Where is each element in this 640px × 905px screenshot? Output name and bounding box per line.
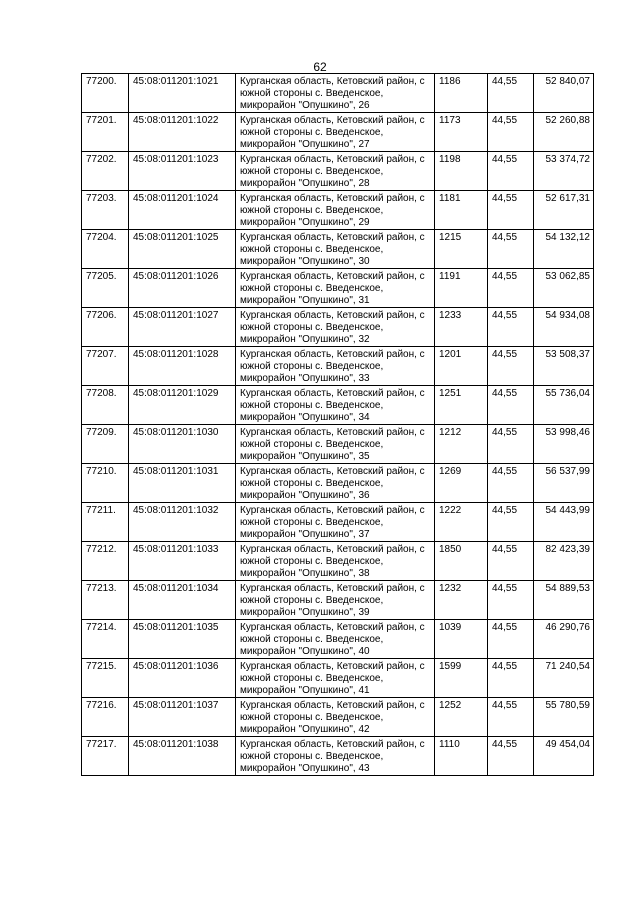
cadastral-number-cell: 45:08:011201:1031 xyxy=(129,464,236,503)
address-cell: Курганская область, Кетовский район, с южной стороны с. Введенское, микрорайон "Опушкино", 30 xyxy=(236,230,435,269)
row-number-cell: 77212. xyxy=(82,542,129,581)
row-number-cell: 77202. xyxy=(82,152,129,191)
cost-cell: 52 260,88 xyxy=(534,113,594,152)
row-number-cell: 77200. xyxy=(82,74,129,113)
address-cell: Курганская область, Кетовский район, с южной стороны с. Введенское, микрорайон "Опушкино", 29 xyxy=(236,191,435,230)
table-row xyxy=(82,542,594,581)
cadastral-number-cell: 45:08:011201:1022 xyxy=(129,113,236,152)
address-cell: Курганская область, Кетовский район, с южной стороны с. Введенское, микрорайон "Опушкино", 31 xyxy=(236,269,435,308)
table-row xyxy=(82,620,594,659)
cost-cell: 53 508,37 xyxy=(534,347,594,386)
table-row xyxy=(82,308,594,347)
rate-cell: 44,55 xyxy=(488,581,534,620)
rate-cell: 44,55 xyxy=(488,737,534,776)
cost-cell: 82 423,39 xyxy=(534,542,594,581)
table-row xyxy=(82,464,594,503)
rate-cell: 44,55 xyxy=(488,386,534,425)
row-number-cell: 77209. xyxy=(82,425,129,464)
rate-cell: 44,55 xyxy=(488,191,534,230)
cadastral-number-cell: 45:08:011201:1033 xyxy=(129,542,236,581)
rate-cell: 44,55 xyxy=(488,659,534,698)
row-number-cell: 77211. xyxy=(82,503,129,542)
row-number-cell: 77216. xyxy=(82,698,129,737)
address-cell: Курганская область, Кетовский район, с южной стороны с. Введенское, микрорайон "Опушкино", 40 xyxy=(236,620,435,659)
address-cell: Курганская область, Кетовский район, с южной стороны с. Введенское, микрорайон "Опушкино", 41 xyxy=(236,659,435,698)
rate-cell: 44,55 xyxy=(488,425,534,464)
table-row xyxy=(82,581,594,620)
area-cell: 1186 xyxy=(435,74,488,113)
address-cell: Курганская область, Кетовский район, с южной стороны с. Введенское, микрорайон "Опушкино", 35 xyxy=(236,425,435,464)
cadastral-number-cell: 45:08:011201:1030 xyxy=(129,425,236,464)
area-cell: 1222 xyxy=(435,503,488,542)
table-row xyxy=(82,503,594,542)
address-cell: Курганская область, Кетовский район, с южной стороны с. Введенское, микрорайон "Опушкино", 32 xyxy=(236,308,435,347)
area-cell: 1215 xyxy=(435,230,488,269)
cadastral-number-cell: 45:08:011201:1024 xyxy=(129,191,236,230)
table-row xyxy=(82,698,594,737)
cost-cell: 54 934,08 xyxy=(534,308,594,347)
rate-cell: 44,55 xyxy=(488,74,534,113)
cadastral-number-cell: 45:08:011201:1025 xyxy=(129,230,236,269)
table-row xyxy=(82,659,594,698)
cost-cell: 54 132,12 xyxy=(534,230,594,269)
area-cell: 1233 xyxy=(435,308,488,347)
cadastral-number-cell: 45:08:011201:1026 xyxy=(129,269,236,308)
area-cell: 1039 xyxy=(435,620,488,659)
row-number-cell: 77205. xyxy=(82,269,129,308)
area-cell: 1232 xyxy=(435,581,488,620)
row-number-cell: 77207. xyxy=(82,347,129,386)
area-cell: 1251 xyxy=(435,386,488,425)
cost-cell: 53 374,72 xyxy=(534,152,594,191)
rate-cell: 44,55 xyxy=(488,152,534,191)
cadastral-number-cell: 45:08:011201:1028 xyxy=(129,347,236,386)
row-number-cell: 77213. xyxy=(82,581,129,620)
address-cell: Курганская область, Кетовский район, с южной стороны с. Введенское, микрорайон "Опушкино", 43 xyxy=(236,737,435,776)
address-cell: Курганская область, Кетовский район, с южной стороны с. Введенское, микрорайон "Опушкино", 33 xyxy=(236,347,435,386)
cadastral-number-cell: 45:08:011201:1027 xyxy=(129,308,236,347)
row-number-cell: 77203. xyxy=(82,191,129,230)
row-number-cell: 77214. xyxy=(82,620,129,659)
area-cell: 1599 xyxy=(435,659,488,698)
table-row xyxy=(82,113,594,152)
area-cell: 1201 xyxy=(435,347,488,386)
rate-cell: 44,55 xyxy=(488,269,534,308)
rate-cell: 44,55 xyxy=(488,503,534,542)
cost-cell: 52 617,31 xyxy=(534,191,594,230)
cadastral-number-cell: 45:08:011201:1035 xyxy=(129,620,236,659)
cost-cell: 53 998,46 xyxy=(534,425,594,464)
rate-cell: 44,55 xyxy=(488,113,534,152)
rate-cell: 44,55 xyxy=(488,464,534,503)
cadastral-number-cell: 45:08:011201:1032 xyxy=(129,503,236,542)
cost-cell: 71 240,54 xyxy=(534,659,594,698)
table-row xyxy=(82,347,594,386)
address-cell: Курганская область, Кетовский район, с южной стороны с. Введенское, микрорайон "Опушкино", 37 xyxy=(236,503,435,542)
area-cell: 1173 xyxy=(435,113,488,152)
row-number-cell: 77217. xyxy=(82,737,129,776)
cost-cell: 56 537,99 xyxy=(534,464,594,503)
cadastral-number-cell: 45:08:011201:1037 xyxy=(129,698,236,737)
cost-cell: 54 443,99 xyxy=(534,503,594,542)
rate-cell: 44,55 xyxy=(488,698,534,737)
cost-cell: 55 780,59 xyxy=(534,698,594,737)
row-number-cell: 77208. xyxy=(82,386,129,425)
address-cell: Курганская область, Кетовский район, с южной стороны с. Введенское, микрорайон "Опушкино", 26 xyxy=(236,74,435,113)
table-row xyxy=(82,191,594,230)
area-cell: 1198 xyxy=(435,152,488,191)
address-cell: Курганская область, Кетовский район, с южной стороны с. Введенское, микрорайон "Опушкино", 27 xyxy=(236,113,435,152)
address-cell: Курганская область, Кетовский район, с южной стороны с. Введенское, микрорайон "Опушкино", 28 xyxy=(236,152,435,191)
rate-cell: 44,55 xyxy=(488,620,534,659)
cadastral-number-cell: 45:08:011201:1038 xyxy=(129,737,236,776)
cost-cell: 52 840,07 xyxy=(534,74,594,113)
rate-cell: 44,55 xyxy=(488,308,534,347)
area-cell: 1212 xyxy=(435,425,488,464)
area-cell: 1269 xyxy=(435,464,488,503)
table-body xyxy=(82,74,594,776)
table-row xyxy=(82,74,594,113)
address-cell: Курганская область, Кетовский район, с южной стороны с. Введенское, микрорайон "Опушкино", 36 xyxy=(236,464,435,503)
address-cell: Курганская область, Кетовский район, с южной стороны с. Введенское, микрорайон "Опушкино", 34 xyxy=(236,386,435,425)
row-number-cell: 77215. xyxy=(82,659,129,698)
cadastral-number-cell: 45:08:011201:1034 xyxy=(129,581,236,620)
address-cell: Курганская область, Кетовский район, с южной стороны с. Введенское, микрорайон "Опушкино", 42 xyxy=(236,698,435,737)
table-row xyxy=(82,152,594,191)
cost-cell: 49 454,04 xyxy=(534,737,594,776)
address-cell: Курганская область, Кетовский район, с южной стороны с. Введенское, микрорайон "Опушкино", 38 xyxy=(236,542,435,581)
table-row xyxy=(82,425,594,464)
cadastral-number-cell: 45:08:011201:1036 xyxy=(129,659,236,698)
cost-cell: 53 062,85 xyxy=(534,269,594,308)
row-number-cell: 77210. xyxy=(82,464,129,503)
row-number-cell: 77206. xyxy=(82,308,129,347)
area-cell: 1252 xyxy=(435,698,488,737)
row-number-cell: 77201. xyxy=(82,113,129,152)
area-cell: 1191 xyxy=(435,269,488,308)
table-row xyxy=(82,386,594,425)
cadastral-number-cell: 45:08:011201:1029 xyxy=(129,386,236,425)
cadastral-number-cell: 45:08:011201:1023 xyxy=(129,152,236,191)
table-row xyxy=(82,269,594,308)
area-cell: 1850 xyxy=(435,542,488,581)
cost-cell: 54 889,53 xyxy=(534,581,594,620)
table-row xyxy=(82,737,594,776)
land-plot-table xyxy=(81,73,594,776)
rate-cell: 44,55 xyxy=(488,542,534,581)
address-cell: Курганская область, Кетовский район, с южной стороны с. Введенское, микрорайон "Опушкино", 39 xyxy=(236,581,435,620)
area-cell: 1181 xyxy=(435,191,488,230)
cost-cell: 55 736,04 xyxy=(534,386,594,425)
table-row xyxy=(82,230,594,269)
page-number: 62 xyxy=(313,60,327,74)
rate-cell: 44,55 xyxy=(488,230,534,269)
row-number-cell: 77204. xyxy=(82,230,129,269)
area-cell: 1110 xyxy=(435,737,488,776)
cost-cell: 46 290,76 xyxy=(534,620,594,659)
rate-cell: 44,55 xyxy=(488,347,534,386)
cadastral-number-cell: 45:08:011201:1021 xyxy=(129,74,236,113)
